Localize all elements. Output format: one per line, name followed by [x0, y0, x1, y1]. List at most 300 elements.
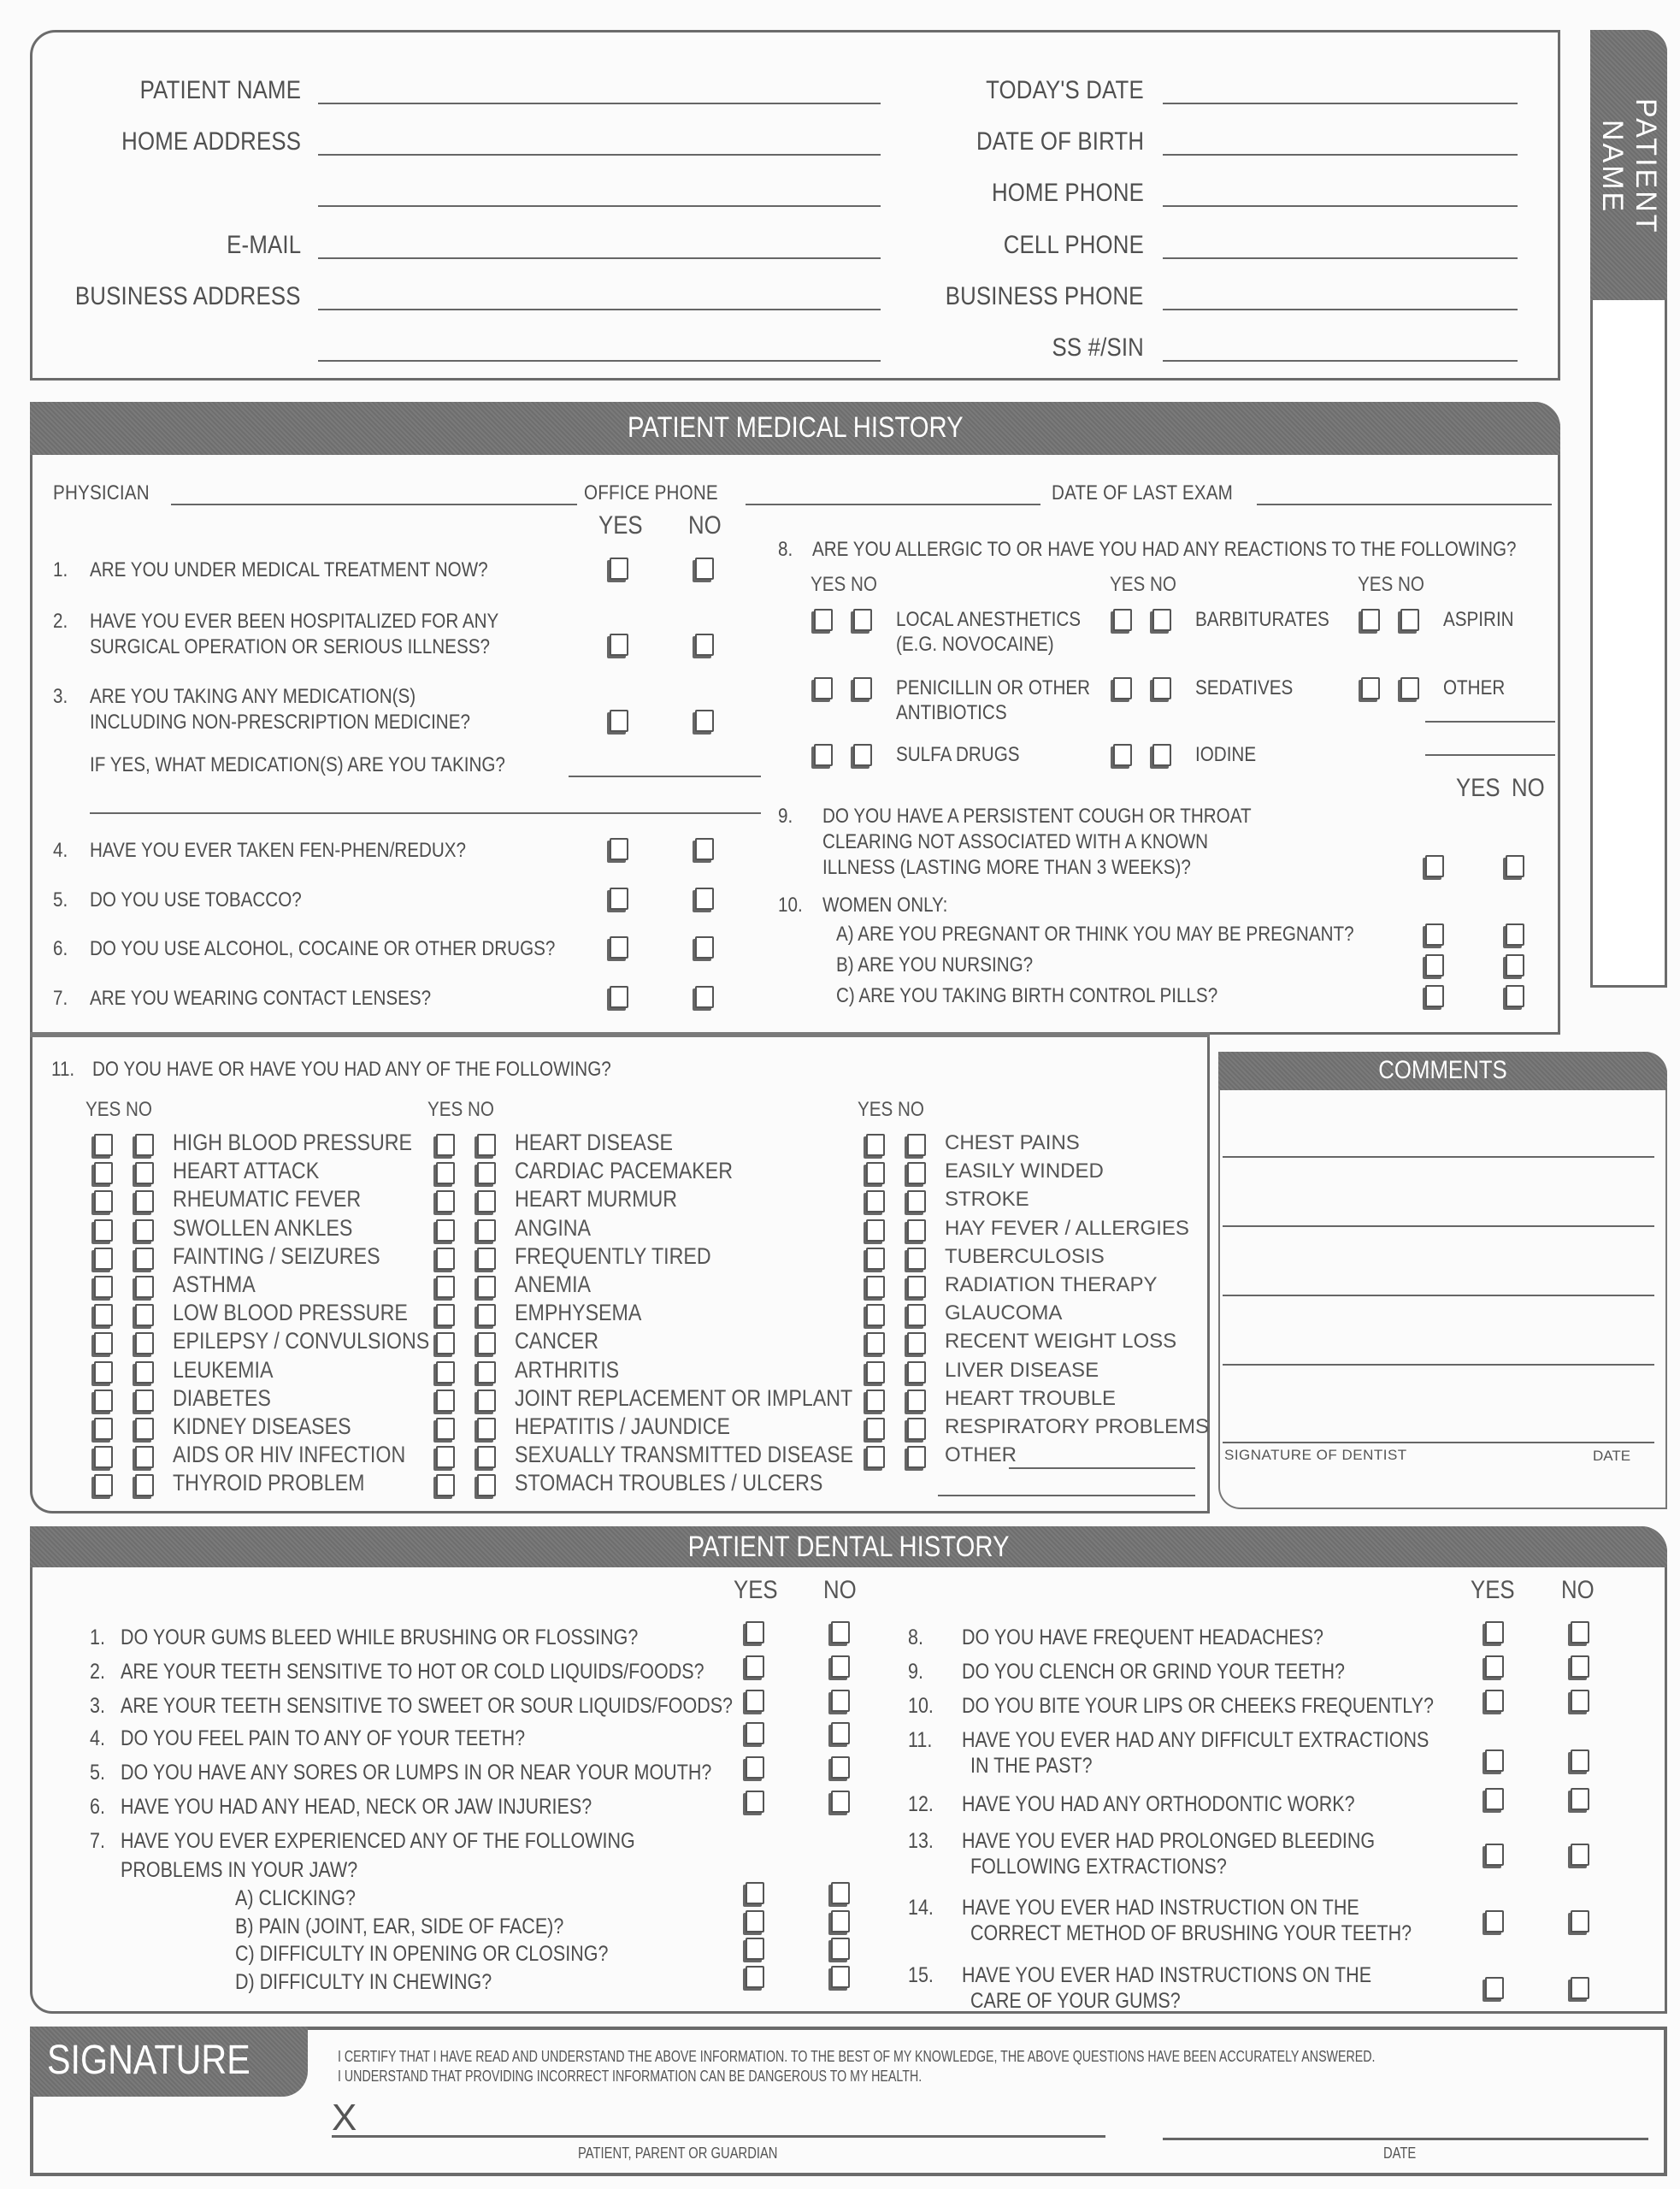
office-phone-field[interactable]	[746, 504, 1040, 505]
condition-yes-checkbox[interactable]	[866, 1248, 885, 1270]
allergy-no-checkbox[interactable]	[1400, 609, 1419, 631]
condition-no-checkbox[interactable]	[135, 1190, 154, 1213]
condition-yes-checkbox[interactable]	[94, 1276, 113, 1298]
allergy-label: SEDATIVES	[1195, 676, 1294, 699]
dental-question-text: HAVE YOU HAD ANY HEAD, NECK OR JAW INJURIES?	[121, 1795, 592, 1819]
last-exam-label: DATE OF LAST EXAM	[1052, 481, 1234, 504]
dental-question-text: DO YOU CLENCH OR GRIND YOUR TEETH?	[962, 1660, 1346, 1684]
allergy-yes-checkbox[interactable]	[814, 609, 833, 631]
yes-checkbox[interactable]	[610, 838, 628, 860]
dental-yes-checkbox[interactable]	[746, 1690, 764, 1712]
condition-no-checkbox[interactable]	[477, 1248, 496, 1270]
dental-question-number: 4.	[90, 1726, 105, 1750]
condition-no-checkbox[interactable]	[907, 1418, 926, 1440]
dental-question-text: DO YOU FEEL PAIN TO ANY OF YOUR TEETH?	[121, 1726, 526, 1750]
condition-no-checkbox[interactable]	[907, 1248, 926, 1270]
dental-question-text: HAVE YOU EVER EXPERIENCED ANY OF THE FOLLOWING	[121, 1829, 635, 1853]
yes-checkbox[interactable]	[610, 558, 628, 580]
patient-info-field[interactable]	[318, 360, 881, 362]
jaw-problem-label: D) DIFFICULTY IN CHEWING?	[235, 1970, 492, 1994]
signature-date-field[interactable]	[1163, 2138, 1648, 2140]
condition-label: LIVER DISEASE	[945, 1358, 1099, 1382]
condition-label: ANGINA	[515, 1214, 592, 1241]
condition-yes-checkbox[interactable]	[436, 1418, 455, 1440]
q11-text: DO YOU HAVE OR HAVE YOU HAD ANY OF THE FOLLOWING?	[92, 1058, 611, 1081]
condition-no-checkbox[interactable]	[135, 1304, 154, 1326]
jaw-yes-checkbox[interactable]	[746, 1910, 764, 1932]
yes-checkbox[interactable]	[610, 710, 628, 732]
question-number: 4.	[53, 839, 68, 862]
condition-no-checkbox[interactable]	[477, 1134, 496, 1156]
q10-yes-checkbox[interactable]	[1425, 954, 1444, 976]
comments-title: COMMENTS	[1378, 1056, 1507, 1084]
allergy-no-checkbox[interactable]	[853, 744, 872, 766]
patient-info-field[interactable]	[1163, 154, 1518, 156]
condition-label: AIDS OR HIV INFECTION	[173, 1442, 406, 1468]
dental-no-checkbox[interactable]	[1571, 1749, 1589, 1772]
condition-yes-checkbox[interactable]	[866, 1276, 885, 1298]
jaw-no-checkbox[interactable]	[831, 1910, 850, 1932]
condition-label: THYROID PROBLEM	[173, 1470, 365, 1496]
side-tab-name-field[interactable]	[1595, 304, 1662, 983]
physician-label: PHYSICIAN	[53, 481, 150, 504]
condition-label: CARDIAC PACEMAKER	[515, 1158, 734, 1184]
patient-info-field[interactable]	[318, 103, 881, 104]
conditions-box-top-divider	[30, 1032, 1210, 1037]
condition-yes-checkbox[interactable]	[866, 1332, 885, 1354]
patient-info-field[interactable]	[318, 205, 881, 207]
condition-no-checkbox[interactable]	[907, 1332, 926, 1354]
comments-box	[1218, 1052, 1667, 1509]
comment-line-4[interactable]	[1223, 1364, 1654, 1366]
condition-no-checkbox[interactable]	[135, 1162, 154, 1184]
no-checkbox[interactable]	[695, 634, 714, 656]
condition-other-field-2[interactable]	[938, 1495, 1195, 1496]
condition-no-checkbox[interactable]	[135, 1248, 154, 1270]
side-tab-label: PATIENT NAME	[1596, 98, 1662, 235]
no-checkbox[interactable]	[695, 558, 714, 580]
signature-header	[30, 2027, 308, 2097]
q9-text: DO YOU HAVE A PERSISTENT COUGH OR THROAT	[822, 805, 1252, 828]
condition-no-checkbox[interactable]	[135, 1361, 154, 1384]
condition-yes-checkbox[interactable]	[436, 1219, 455, 1242]
dental-yes-checkbox[interactable]	[1485, 1749, 1504, 1772]
condition-label: RHEUMATIC FEVER	[173, 1186, 362, 1213]
patient-signature-field[interactable]	[332, 2135, 1105, 2138]
allergy-label: LOCAL ANESTHETICS	[896, 608, 1082, 631]
condition-yes-checkbox[interactable]	[436, 1390, 455, 1412]
condition-yes-checkbox[interactable]	[94, 1248, 113, 1270]
dental-yes-checkbox[interactable]	[1485, 1788, 1504, 1810]
condition-yes-checkbox[interactable]	[94, 1219, 113, 1242]
dental-yes-checkbox[interactable]	[1485, 1844, 1504, 1866]
q9-text: ILLNESS (LASTING MORE THAN 3 WEEKS)?	[822, 856, 1191, 879]
question-number: 7.	[53, 987, 68, 1010]
condition-yes-checkbox[interactable]	[436, 1332, 455, 1354]
condition-yes-checkbox[interactable]	[94, 1418, 113, 1440]
condition-yes-checkbox[interactable]	[866, 1361, 885, 1384]
condition-no-checkbox[interactable]	[135, 1390, 154, 1412]
dental-question-number: 6.	[90, 1795, 105, 1819]
condition-yes-checkbox[interactable]	[436, 1190, 455, 1213]
no-checkbox[interactable]	[695, 710, 714, 732]
condition-no-checkbox[interactable]	[135, 1446, 154, 1468]
field-label: PATIENT NAME	[139, 76, 301, 104]
jaw-no-checkbox[interactable]	[831, 1966, 850, 1988]
condition-label: ASTHMA	[173, 1272, 256, 1297]
condition-yes-checkbox[interactable]	[436, 1304, 455, 1326]
comment-line-1[interactable]	[1223, 1156, 1654, 1158]
condition-yes-checkbox[interactable]	[866, 1219, 885, 1242]
dental-no-checkbox[interactable]	[831, 1621, 850, 1643]
dental-no-checkbox[interactable]	[831, 1791, 850, 1813]
condition-yes-checkbox[interactable]	[94, 1474, 113, 1496]
condition-no-checkbox[interactable]	[477, 1332, 496, 1354]
condition-yes-checkbox[interactable]	[436, 1361, 455, 1384]
no-header: NO	[1398, 573, 1424, 596]
allergy-no-checkbox[interactable]	[1400, 677, 1419, 699]
condition-yes-checkbox[interactable]	[94, 1304, 113, 1326]
dental-no-checkbox[interactable]	[1571, 1690, 1589, 1712]
question-number: 2.	[53, 610, 68, 633]
dental-question-number: 2.	[90, 1660, 105, 1684]
dental-no-checkbox[interactable]	[831, 1690, 850, 1712]
condition-no-checkbox[interactable]	[135, 1332, 154, 1354]
q10-subquestion: A) ARE YOU PREGNANT OR THINK YOU MAY BE PREGNANT?	[836, 923, 1354, 946]
dental-yes-checkbox[interactable]	[1485, 1690, 1504, 1712]
allergy-no-checkbox[interactable]	[853, 677, 872, 699]
dental-no-checkbox[interactable]	[1571, 1788, 1589, 1810]
question-text: DO YOU USE TOBACCO?	[90, 888, 302, 912]
physician-field[interactable]	[171, 504, 577, 505]
condition-yes-checkbox[interactable]	[94, 1332, 113, 1354]
dental-yes-checkbox[interactable]	[1485, 1655, 1504, 1678]
jaw-problem-label: A) CLICKING?	[235, 1886, 356, 1910]
condition-no-checkbox[interactable]	[907, 1190, 926, 1213]
condition-no-checkbox[interactable]	[477, 1361, 496, 1384]
dental-question-number: 11.	[908, 1728, 933, 1752]
no-checkbox[interactable]	[695, 936, 714, 959]
condition-no-checkbox[interactable]	[477, 1162, 496, 1184]
yes-header: YES	[1110, 573, 1146, 596]
q10-no-checkbox[interactable]	[1506, 985, 1524, 1007]
condition-no-checkbox[interactable]	[477, 1474, 496, 1496]
condition-no-checkbox[interactable]	[135, 1134, 154, 1156]
q10-yes-checkbox[interactable]	[1425, 985, 1444, 1007]
allergy-yes-checkbox[interactable]	[1113, 744, 1132, 766]
condition-label: OTHER	[945, 1443, 1017, 1467]
yes-checkbox[interactable]	[610, 986, 628, 1008]
allergy-yes-checkbox[interactable]	[814, 677, 833, 699]
condition-yes-checkbox[interactable]	[94, 1361, 113, 1384]
dental-no-checkbox[interactable]	[1571, 1977, 1589, 1999]
dental-question-number: 15.	[908, 1963, 934, 1987]
dental-yes-checkbox[interactable]	[1485, 1977, 1504, 1999]
condition-yes-checkbox[interactable]	[866, 1418, 885, 1440]
jaw-no-checkbox[interactable]	[831, 1882, 850, 1904]
allergy-no-checkbox[interactable]	[1152, 744, 1171, 766]
no-header: NO	[468, 1098, 494, 1121]
dental-yes-checkbox[interactable]	[746, 1791, 764, 1813]
condition-label: ANEMIA	[515, 1272, 592, 1297]
condition-label: LEUKEMIA	[173, 1356, 274, 1383]
medical-history-header	[30, 402, 1560, 455]
field-label: CELL PHONE	[1003, 231, 1144, 259]
field-label: TODAY'S DATE	[986, 76, 1144, 104]
dental-question-text: CORRECT METHOD OF BRUSHING YOUR TEETH?	[970, 1921, 1412, 1945]
dental-question-text: PROBLEMS IN YOUR JAW?	[121, 1858, 358, 1882]
patient-info-field[interactable]	[1163, 103, 1518, 104]
condition-label: GLAUCOMA	[945, 1301, 1063, 1325]
condition-no-checkbox[interactable]	[907, 1361, 926, 1384]
dental-question-number: 10.	[908, 1694, 934, 1718]
dental-yes-checkbox[interactable]	[746, 1756, 764, 1779]
no-header: NO	[898, 1098, 924, 1121]
condition-no-checkbox[interactable]	[907, 1162, 926, 1184]
no-checkbox[interactable]	[695, 838, 714, 860]
dental-no-checkbox[interactable]	[1571, 1621, 1589, 1643]
dental-yes-checkbox[interactable]	[746, 1655, 764, 1678]
condition-label: EPILEPSY / CONVULSIONS	[173, 1328, 430, 1354]
allergy-label: SULFA DRUGS	[896, 743, 1020, 766]
question-number: 5.	[53, 888, 68, 912]
office-phone-label: OFFICE PHONE	[584, 481, 718, 504]
condition-label: TUBERCULOSIS	[945, 1244, 1105, 1268]
allergy-no-checkbox[interactable]	[853, 609, 872, 631]
condition-label: RESPIRATORY PROBLEMS	[945, 1415, 1209, 1438]
condition-yes-checkbox[interactable]	[436, 1276, 455, 1298]
dental-no-checkbox[interactable]	[831, 1722, 850, 1744]
condition-no-checkbox[interactable]	[907, 1304, 926, 1326]
condition-yes-checkbox[interactable]	[866, 1190, 885, 1213]
allergy-label: OTHER	[1443, 676, 1506, 699]
dental-question-text: ARE YOUR TEETH SENSITIVE TO HOT OR COLD LIQUIDS/FOODS?	[121, 1660, 704, 1684]
patient-info-field[interactable]	[1163, 205, 1518, 207]
condition-yes-checkbox[interactable]	[94, 1390, 113, 1412]
jaw-yes-checkbox[interactable]	[746, 1938, 764, 1960]
q9-yes-checkbox[interactable]	[1425, 855, 1444, 877]
dental-question-number: 9.	[908, 1660, 923, 1684]
dental-yes-checkbox[interactable]	[746, 1621, 764, 1643]
condition-no-checkbox[interactable]	[135, 1276, 154, 1298]
dental-yes-checkbox[interactable]	[746, 1722, 764, 1744]
condition-no-checkbox[interactable]	[477, 1446, 496, 1468]
condition-no-checkbox[interactable]	[477, 1219, 496, 1242]
q11-number: 11.	[51, 1058, 75, 1081]
dental-history-header	[30, 1526, 1667, 1567]
yes-header: YES	[427, 1098, 463, 1121]
certify-line-1: I CERTIFY THAT I HAVE READ AND UNDERSTAND THE ABOVE INFORMATION. TO THE BEST OF MY KNOWLEDGE, THE ABOVE QUESTIONS HAVE BEEN ACCURATELY ANSWERED.	[338, 2048, 1376, 2065]
dental-question-text: HAVE YOU HAD ANY ORTHODONTIC WORK?	[962, 1792, 1355, 1816]
condition-no-checkbox[interactable]	[477, 1390, 496, 1412]
condition-no-checkbox[interactable]	[907, 1446, 926, 1468]
dental-yes-checkbox[interactable]	[1485, 1910, 1504, 1932]
q10-number: 10.	[778, 894, 803, 917]
patient-info-field[interactable]	[318, 154, 881, 156]
patient-info-field[interactable]	[318, 257, 881, 259]
q9-number: 9.	[778, 805, 793, 828]
condition-no-checkbox[interactable]	[907, 1219, 926, 1242]
condition-label: RECENT WEIGHT LOSS	[945, 1330, 1177, 1354]
yes-header: YES	[858, 1098, 893, 1121]
condition-yes-checkbox[interactable]	[866, 1134, 885, 1156]
signature-title: SIGNATURE	[47, 2038, 251, 2083]
dental-no-header-right: NO	[1561, 1576, 1595, 1604]
medication-field-1[interactable]	[569, 776, 761, 777]
q10-no-checkbox[interactable]	[1506, 923, 1524, 946]
condition-no-checkbox[interactable]	[907, 1134, 926, 1156]
field-label: SS #/SIN	[1052, 333, 1144, 362]
condition-yes-checkbox[interactable]	[436, 1474, 455, 1496]
dental-no-checkbox[interactable]	[831, 1655, 850, 1678]
condition-label: FREQUENTLY TIRED	[515, 1242, 711, 1269]
allergy-yes-checkbox[interactable]	[1361, 677, 1380, 699]
dental-no-checkbox[interactable]	[1571, 1844, 1589, 1866]
condition-yes-checkbox[interactable]	[436, 1134, 455, 1156]
dental-question-text: IN THE PAST?	[970, 1754, 1093, 1778]
yes-header: YES	[811, 573, 846, 596]
q10-subquestion: B) ARE YOU NURSING?	[836, 953, 1034, 976]
field-label: BUSINESS ADDRESS	[75, 282, 301, 310]
allergy-yes-checkbox[interactable]	[1113, 677, 1132, 699]
comment-line-3[interactable]	[1223, 1295, 1654, 1296]
q8-text: ARE YOU ALLERGIC TO OR HAVE YOU HAD ANY REACTIONS TO THE FOLLOWING?	[812, 538, 1517, 561]
field-label: HOME PHONE	[991, 179, 1144, 207]
allergy-other-field-1[interactable]	[1425, 721, 1555, 723]
patient-info-field[interactable]	[318, 309, 881, 310]
no-header: NO	[688, 511, 722, 540]
dental-no-checkbox[interactable]	[831, 1756, 850, 1779]
dental-yes-checkbox[interactable]	[1485, 1621, 1504, 1643]
q10-text: WOMEN ONLY:	[822, 894, 948, 917]
dentist-signature-field[interactable]	[1223, 1442, 1654, 1443]
yes-checkbox[interactable]	[610, 634, 628, 656]
dental-question-number: 5.	[90, 1761, 105, 1785]
condition-label: LOW BLOOD PRESSURE	[173, 1300, 408, 1326]
q9-no-header: NO	[1512, 774, 1545, 802]
question-number: 1.	[53, 558, 68, 581]
condition-no-checkbox[interactable]	[477, 1190, 496, 1213]
jaw-problem-label: B) PAIN (JOINT, EAR, SIDE OF FACE)?	[235, 1915, 564, 1938]
condition-yes-checkbox[interactable]	[866, 1390, 885, 1412]
allergy-yes-checkbox[interactable]	[814, 744, 833, 766]
question-text: SURGICAL OPERATION OR SERIOUS ILLNESS?	[90, 635, 490, 658]
condition-label: SEXUALLY TRANSMITTED DISEASE	[515, 1442, 854, 1468]
medical-history-title: PATIENT MEDICAL HISTORY	[627, 411, 964, 444]
patient-info-field[interactable]	[1163, 257, 1518, 259]
dental-question-text: DO YOU HAVE FREQUENT HEADACHES?	[962, 1626, 1323, 1649]
condition-yes-checkbox[interactable]	[94, 1446, 113, 1468]
q9-yes-header: YES	[1456, 774, 1500, 802]
question-number: 3.	[53, 685, 68, 708]
dental-question-number: 13.	[908, 1829, 934, 1853]
no-checkbox[interactable]	[695, 888, 714, 910]
condition-no-checkbox[interactable]	[477, 1418, 496, 1440]
signature-x-mark: X	[332, 2097, 357, 2139]
condition-no-checkbox[interactable]	[135, 1474, 154, 1496]
jaw-problem-label: C) DIFFICULTY IN OPENING OR CLOSING?	[235, 1942, 609, 1966]
condition-yes-checkbox[interactable]	[94, 1190, 113, 1213]
dental-yes-header-right: YES	[1471, 1576, 1515, 1604]
condition-yes-checkbox[interactable]	[866, 1162, 885, 1184]
condition-label: HIGH BLOOD PRESSURE	[173, 1130, 412, 1155]
condition-yes-checkbox[interactable]	[94, 1162, 113, 1184]
condition-no-checkbox[interactable]	[907, 1276, 926, 1298]
dental-question-number: 14.	[908, 1896, 934, 1920]
dental-no-header-left: NO	[823, 1576, 857, 1604]
last-exam-field[interactable]	[1257, 504, 1552, 505]
patient-info-field[interactable]	[1163, 309, 1518, 310]
allergy-yes-checkbox[interactable]	[1113, 609, 1132, 631]
allergy-no-checkbox[interactable]	[1152, 677, 1171, 699]
jaw-no-checkbox[interactable]	[831, 1938, 850, 1960]
condition-yes-checkbox[interactable]	[866, 1446, 885, 1468]
condition-no-checkbox[interactable]	[477, 1304, 496, 1326]
q10-yes-checkbox[interactable]	[1425, 923, 1444, 946]
condition-label: HAY FEVER / ALLERGIES	[945, 1216, 1189, 1240]
dental-question-number: 3.	[90, 1694, 105, 1718]
dental-question-text: DO YOUR GUMS BLEED WHILE BRUSHING OR FLOSSING?	[121, 1626, 639, 1649]
jaw-yes-checkbox[interactable]	[746, 1966, 764, 1988]
dental-question-text: DO YOU BITE YOUR LIPS OR CHEEKS FREQUENTLY?	[962, 1694, 1434, 1718]
condition-no-checkbox[interactable]	[135, 1418, 154, 1440]
condition-yes-checkbox[interactable]	[436, 1162, 455, 1184]
yes-checkbox[interactable]	[610, 888, 628, 910]
condition-yes-checkbox[interactable]	[436, 1446, 455, 1468]
allergy-label: ASPIRIN	[1443, 608, 1514, 631]
allergy-yes-checkbox[interactable]	[1361, 609, 1380, 631]
condition-label: STOMACH TROUBLES / ULCERS	[515, 1470, 823, 1496]
condition-label: CANCER	[515, 1328, 599, 1354]
jaw-yes-checkbox[interactable]	[746, 1882, 764, 1904]
condition-no-checkbox[interactable]	[135, 1219, 154, 1242]
medication-field-2[interactable]	[90, 812, 761, 814]
condition-other-field-1[interactable]	[1009, 1467, 1195, 1469]
question-text: HAVE YOU EVER BEEN HOSPITALIZED FOR ANY	[90, 610, 499, 633]
allergy-label: PENICILLIN OR OTHER	[896, 676, 1091, 699]
condition-label: HEART ATTACK	[173, 1158, 320, 1184]
dental-no-checkbox[interactable]	[1571, 1655, 1589, 1678]
no-checkbox[interactable]	[695, 986, 714, 1008]
condition-no-checkbox[interactable]	[907, 1390, 926, 1412]
comment-line-2[interactable]	[1223, 1225, 1654, 1227]
dental-no-checkbox[interactable]	[1571, 1910, 1589, 1932]
field-label: HOME ADDRESS	[121, 127, 301, 156]
q9-no-checkbox[interactable]	[1506, 855, 1524, 877]
condition-yes-checkbox[interactable]	[866, 1304, 885, 1326]
allergy-label: (E.G. NOVOCAINE)	[896, 633, 1054, 656]
allergy-no-checkbox[interactable]	[1152, 609, 1171, 631]
condition-label: HEART MURMUR	[515, 1186, 678, 1213]
q10-no-checkbox[interactable]	[1506, 954, 1524, 976]
q10-subquestion: C) ARE YOU TAKING BIRTH CONTROL PILLS?	[836, 984, 1218, 1007]
condition-no-checkbox[interactable]	[477, 1276, 496, 1298]
dentist-date-label: DATE	[1593, 1448, 1631, 1464]
dental-question-text: HAVE YOU EVER HAD INSTRUCTIONS ON THE	[962, 1963, 1372, 1987]
yes-checkbox[interactable]	[610, 936, 628, 959]
question-text: INCLUDING NON-PRESCRIPTION MEDICINE?	[90, 711, 470, 734]
dental-question-text: DO YOU HAVE ANY SORES OR LUMPS IN OR NEAR YOUR MOUTH?	[121, 1761, 712, 1785]
dental-question-number: 7.	[90, 1829, 105, 1853]
patient-info-field[interactable]	[1163, 360, 1518, 362]
yes-header: YES	[85, 1098, 121, 1121]
condition-yes-checkbox[interactable]	[94, 1134, 113, 1156]
allergy-other-field-2[interactable]	[1425, 754, 1555, 756]
condition-label: EMPHYSEMA	[515, 1300, 642, 1326]
condition-label: KIDNEY DISEASES	[173, 1413, 351, 1439]
condition-yes-checkbox[interactable]	[436, 1248, 455, 1270]
dental-question-number: 12.	[908, 1792, 934, 1816]
